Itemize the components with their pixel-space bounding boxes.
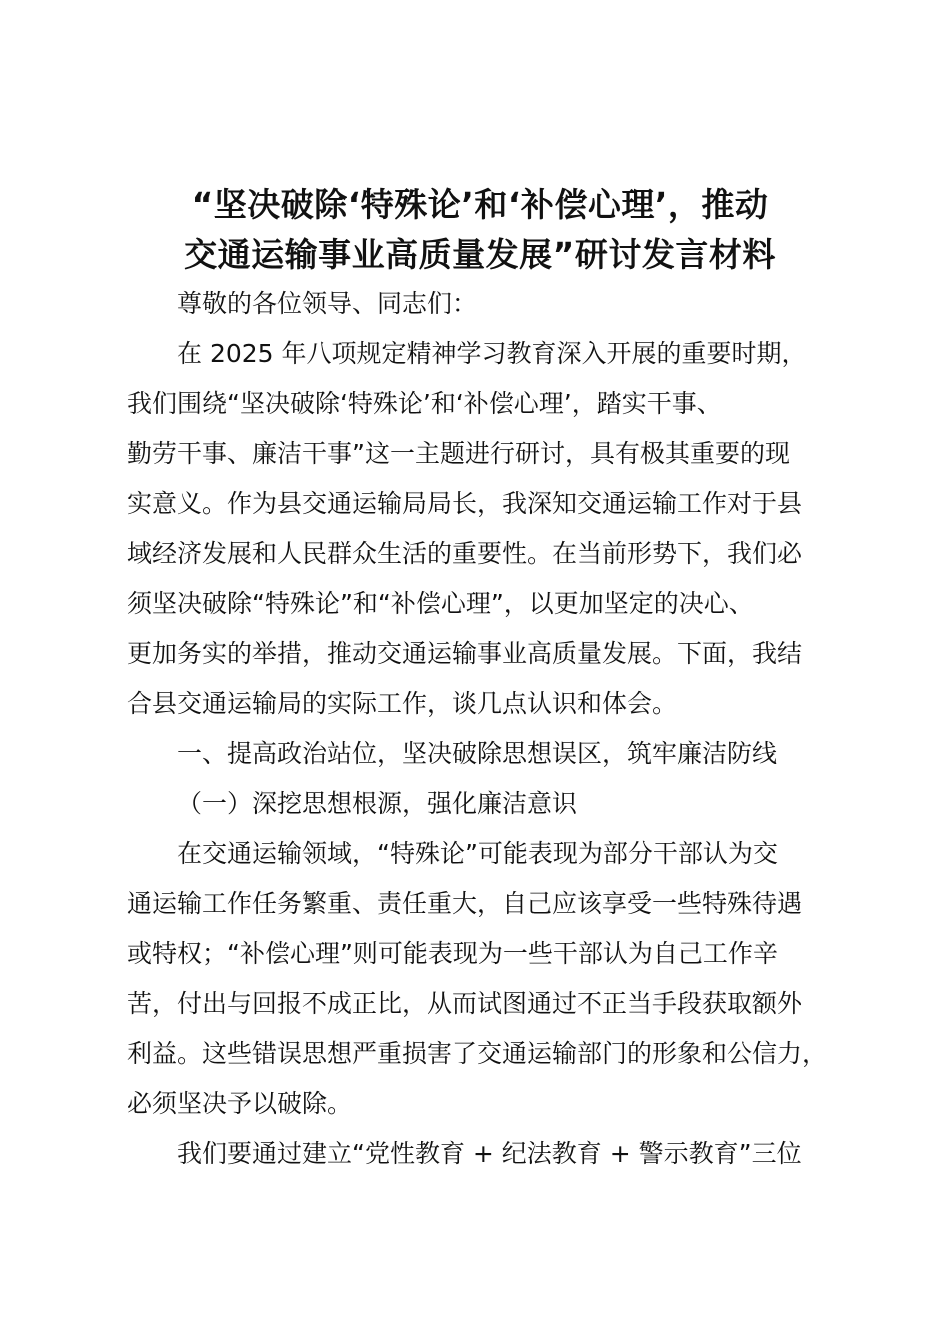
paragraph-line: 勤劳干事、廉洁干事”这一主题进行研讨，具有极其重要的现: [127, 439, 790, 468]
paragraph-line: 我们要通过建立“党性教育 + 纪法教育 + 警示教育”三位: [177, 1139, 802, 1168]
document-body: [127, 279, 847, 1179]
paragraph-line: 更加务实的举措，推动交通运输事业高质量发展。下面，我结: [127, 639, 803, 668]
paragraph-line: 苦，付出与回报不成正比，从而试图通过不正当手段获取额外: [127, 989, 803, 1018]
paragraph-2: [127, 829, 847, 1129]
paragraph-line: 必须坚决予以破除。: [127, 1089, 353, 1118]
paragraph-line: 实意义。作为县交通运输局局长，我深知交通运输工作对于县: [127, 489, 803, 518]
greeting: 尊敬的各位领导、同志们：: [177, 289, 478, 318]
paragraph-line: 我们围绕“坚决破除‘特殊论’和‘补偿心理’，踏实干事、: [127, 389, 722, 418]
paragraph-line: 须坚决破除“特殊论”和“补偿心理”，以更加坚定的决心、: [127, 589, 754, 618]
subsection-heading: （一）深挖思想根源，强化廉洁意识: [177, 789, 578, 818]
title-line-1: “坚决破除‘特殊论’和‘补偿心理’，推动: [191, 185, 769, 224]
title-line-2: 交通运输事业高质量发展”研讨发言材料: [184, 235, 776, 274]
paragraph-line: 在交通运输领域，“特殊论”可能表现为部分干部认为交: [177, 839, 778, 868]
paragraph-1: [127, 329, 847, 729]
paragraph-line: 利益。这些错误思想严重损害了交通运输部门的形象和公信力，: [127, 1039, 828, 1068]
paragraph-line: 域经济发展和人民群众生活的重要性。在当前形势下，我们必: [127, 539, 803, 568]
section-heading: 一、提高政治站位，坚决破除思想误区，筑牢廉洁防线: [177, 739, 778, 768]
paragraph-line: 或特权；“补偿心理”则可能表现为一些干部认为自己工作辛: [127, 939, 778, 968]
paragraph-line: 通运输工作任务繁重、责任重大，自己应该享受一些特殊待遇: [127, 889, 803, 918]
paragraph-3: [127, 1129, 847, 1179]
document-title: [100, 180, 860, 280]
paragraph-line: 合县交通运输局的实际工作，谈几点认识和体会。: [127, 689, 678, 718]
paragraph-line: 在 2025 年八项规定精神学习教育深入开展的重要时期，: [177, 339, 807, 368]
